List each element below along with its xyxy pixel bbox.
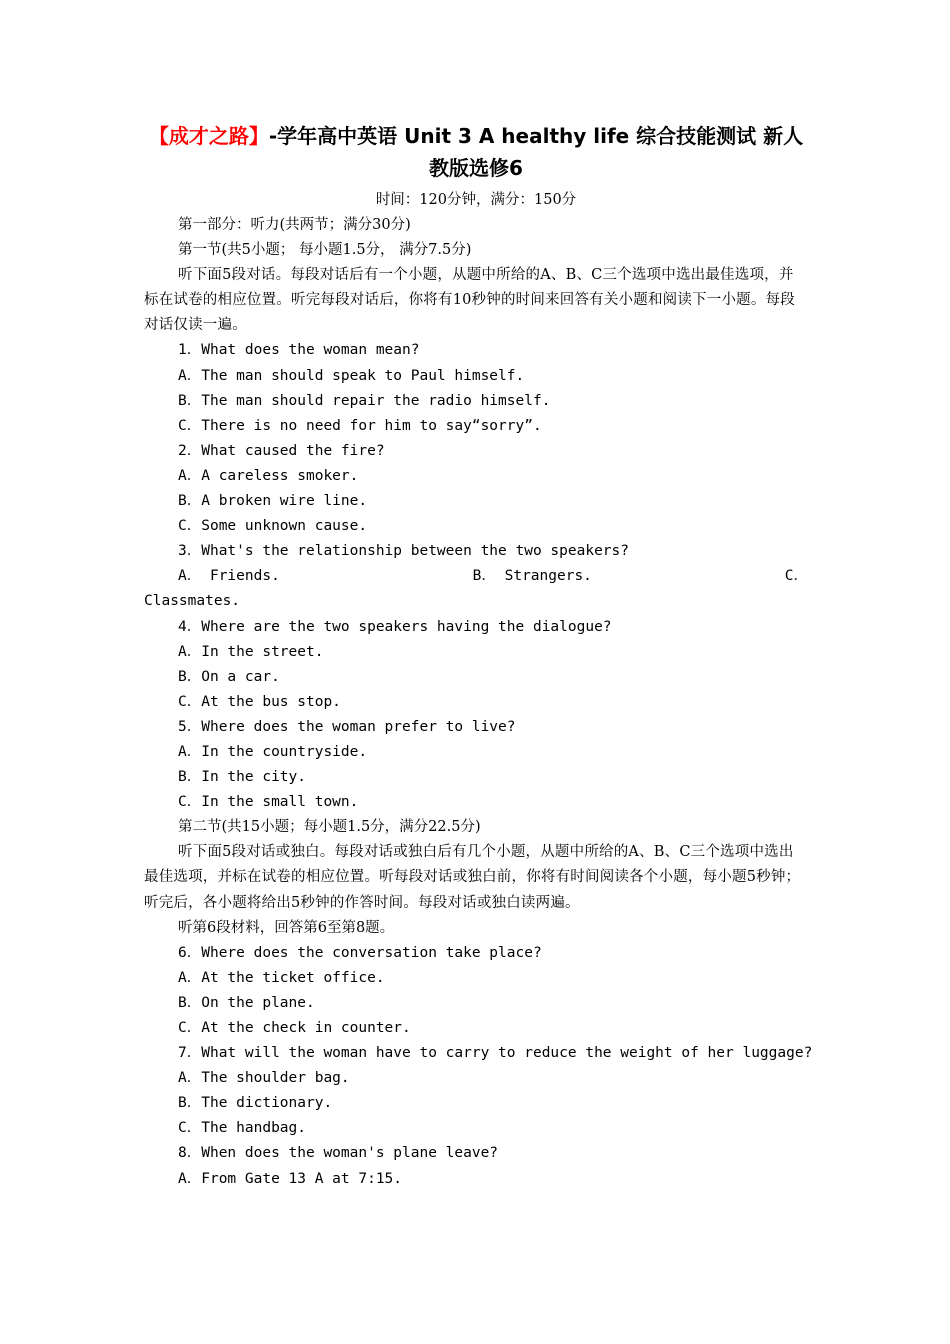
section2-heading: 第二节(共15小题；每小题1.5分，满分22.5分) — [178, 819, 481, 836]
question-6: 6．Where does the conversation take place? — [178, 944, 542, 961]
part1-heading: 第一部分：听力(共两节；满分30分) — [178, 217, 411, 233]
q6-option-b: B．On the plane. — [178, 994, 315, 1011]
exam-meta: 时间：120分钟，满分：150分 — [375, 192, 577, 208]
q1-option-a: A．The man should speak to Paul himself. — [178, 367, 525, 384]
q3-options-row — [144, 564, 808, 589]
question-8: 8．When does the woman's plane leave? — [178, 1145, 499, 1162]
q8-option-a: A．From Gate 13 A at 7:15. — [178, 1170, 403, 1187]
q4-option-a: A．In the street. — [178, 643, 324, 660]
q7-option-a: A．The shoulder bag. — [178, 1070, 350, 1087]
section1-heading: 第一节(共5小题； 每小题1.5分， 满分7.5分) — [178, 242, 472, 259]
q3-option-c-text: Classmates. — [144, 593, 241, 610]
q2-option-c: C．Some unknown cause. — [178, 518, 368, 535]
q2-option-a: A．A careless smoker. — [178, 467, 359, 484]
q3-option-c-label: C． — [784, 568, 808, 585]
question-2: 2．What caused the fire? — [178, 442, 385, 459]
q7-option-c: C．The handbag. — [178, 1120, 306, 1137]
q7-option-b: B．The dictionary. — [178, 1095, 333, 1112]
material-6-heading: 听第6段材料，回答第6至第8题。 — [178, 919, 395, 936]
q5-option-b: B．In the city. — [178, 769, 306, 786]
q5-option-c: C．In the small town. — [178, 794, 359, 811]
question-5: 5．Where does the woman prefer to live? — [178, 718, 516, 735]
q1-option-b: B．The man should repair the radio himself. — [178, 392, 551, 409]
q6-option-a: A．At the ticket office. — [178, 969, 385, 986]
title-bracket: 【成才之路】 — [148, 124, 269, 148]
q6-option-c: C．At the check in counter. — [178, 1020, 411, 1036]
q4-option-b: B．On a car. — [178, 668, 280, 685]
q3-option-b: B． Strangers. — [472, 568, 592, 585]
q5-option-a: A．In the countryside. — [178, 743, 368, 760]
document-title — [144, 120, 808, 184]
q1-option-c: C．There is no need for him to say“sorry”. — [178, 417, 542, 434]
title-text: -学年高中英语 Unit 3 A healthy life 综合技能测试 新人教版选修6 — [268, 124, 804, 180]
question-3: 3．What's the relationship between the two speakers? — [178, 543, 629, 560]
q4-option-c: C．At the bus stop. — [178, 693, 341, 710]
section1-instructions: 听下面5段对话。每段对话后有一个小题，从题中所给的A、B、C三个选项中选出最佳选项，并标在试卷的相应位置。听完每段对话后，你将有10秒钟的时间来回答有关小题和阅读下一小题。每段对话仅读一遍。 — [144, 267, 795, 334]
question-4: 4．Where are the two speakers having the dialogue? — [178, 618, 612, 635]
q3-option-a: A． Friends. — [178, 568, 280, 585]
section2-instructions: 听下面5段对话或独白。每段对话或独白后有几个小题，从题中所给的A、B、C三个选项中选出最佳选项，并标在试卷的相应位置。听每段对话或独白前，你将有时间阅读各个小题，每小题5秒钟；听完后，各小题将给出5秒钟的作答时间。每段对话或独白读两遍。 — [144, 844, 801, 911]
question-7: 7．What will the woman have to carry to reduce the weight of her luggage? — [178, 1045, 813, 1062]
question-1: 1．What does the woman mean? — [178, 342, 420, 359]
q2-option-b: B．A broken wire line. — [178, 493, 368, 510]
document-body — [144, 213, 813, 1192]
